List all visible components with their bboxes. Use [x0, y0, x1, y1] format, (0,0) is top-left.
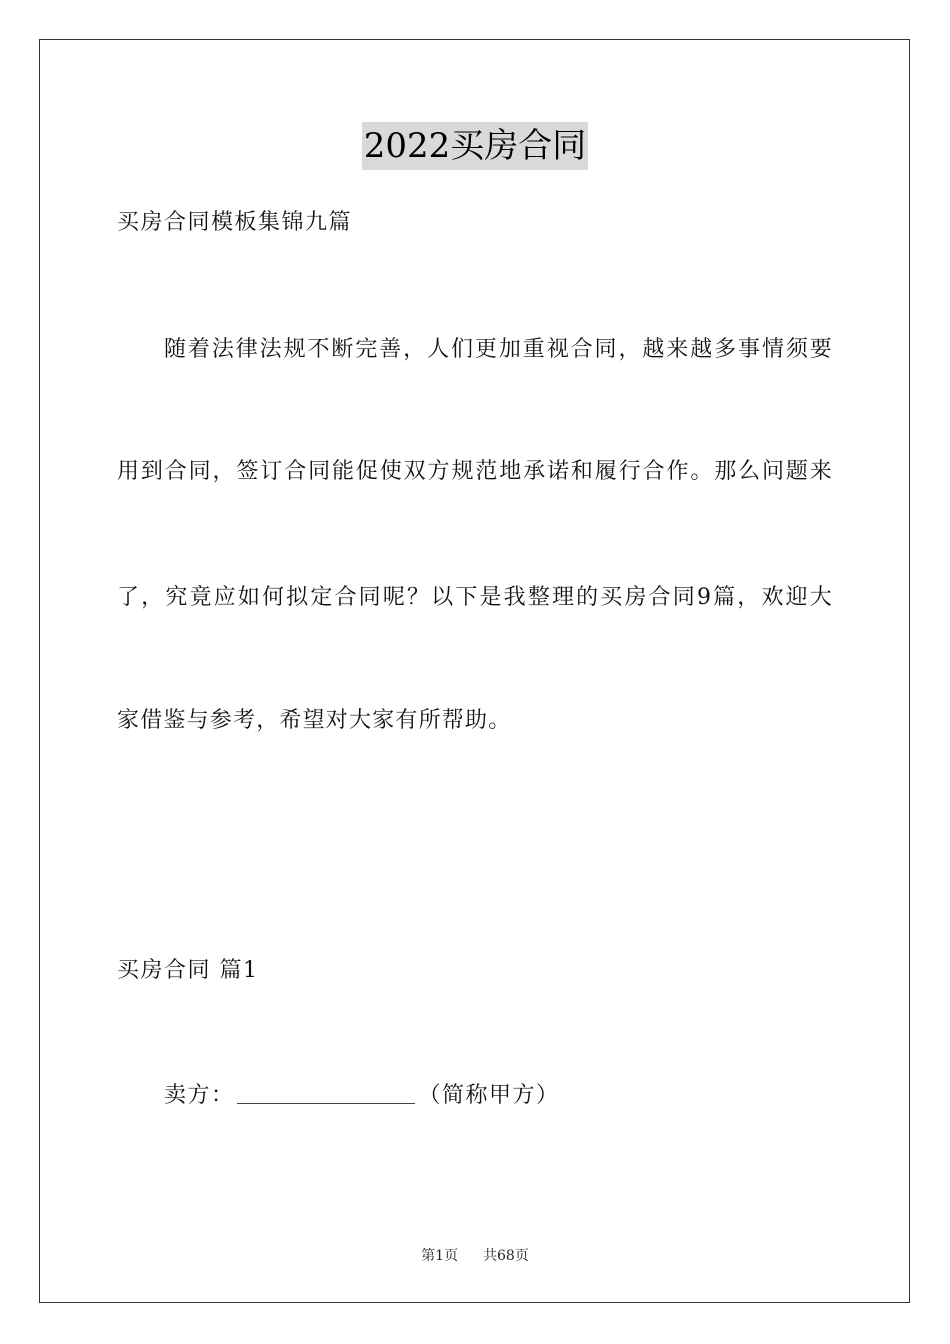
intro-line-3: 了，究竟应如何拟定合同呢？以下是我整理的买房合同9篇，欢迎大: [117, 585, 833, 610]
document-subtitle: 买房合同模板集锦九篇: [117, 210, 353, 235]
intro-line-4: 家借鉴与参考，希望对大家有所帮助。: [117, 708, 512, 733]
seller-suffix: （简称甲方）: [418, 1083, 560, 1108]
seller-name-blank: [237, 1081, 415, 1104]
document-title: 2022买房合同: [362, 122, 589, 170]
seller-line: [164, 1081, 884, 1111]
section-heading: 买房合同 篇1: [117, 958, 259, 983]
seller-label: 卖方：: [164, 1083, 235, 1108]
intro-line-2: 用到合同，签订合同能促使双方规范地承诺和履行合作。那么问题来: [117, 459, 833, 484]
title-container: [0, 122, 950, 170]
page-footer: [0, 1246, 950, 1266]
page-total: 共68页: [483, 1248, 529, 1264]
intro-line-1: 随着法律法规不断完善，人们更加重视合同，越来越多事情须要: [164, 337, 833, 362]
page-number: 第1页: [421, 1248, 459, 1264]
